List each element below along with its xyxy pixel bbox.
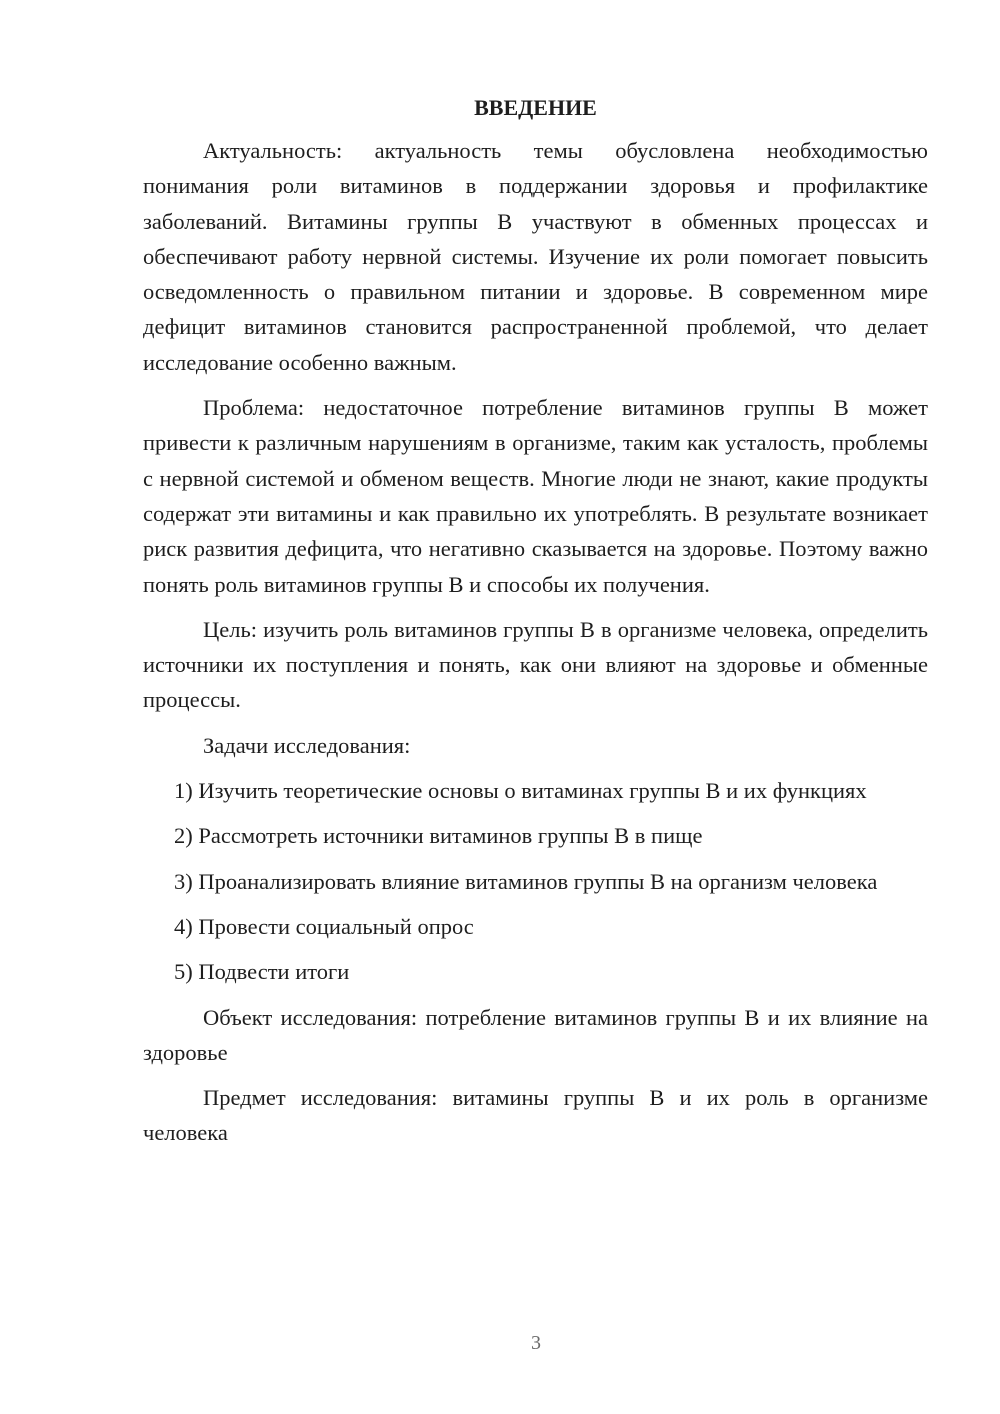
relevance-paragraph: Актуальность: актуальность темы обусловлена необходимостью понимания роли витаминов в поддержании здоровья и профилактике заболеваний. Витамины группы В участвуют в обменных процессах и обеспечивают работу нервной системы. Изучение их роли помогает повысить осведомленность о правильном питании и здоровье. В современном мире дефицит витаминов становится распространенной проблемой, что делает исследование особенно важным. <box>143 138 928 375</box>
goal-paragraph: Цель: изучить роль витаминов группы В в организме человека, определить источники их поступления и понять, как они влияют на здоровье и обменные процессы. <box>143 616 928 713</box>
task-item-5: 5) Подвести итоги <box>174 959 350 985</box>
problem-paragraph: Проблема: недостаточное потребление витаминов группы В может привести к различным нарушениям в организме, таким как усталость, проблемы с нервной системой и обменом веществ. Многие люди не знают, какие продукты содержат эти витамины и как правильно их употреблять. В результате возникает риск развития дефицита, что негативно сказывается на здоровье. Поэтому важно понять роль витаминов группы В и способы их получения. <box>143 395 928 597</box>
subject-paragraph: Предмет исследования: витамины группы В и их роль в организме человека <box>143 1085 928 1146</box>
section-heading: ВВЕДЕНИЕ <box>474 95 597 120</box>
object-paragraph: Объект исследования: потребление витаминов группы В и их влияние на здоровье <box>143 1004 928 1065</box>
task-item-4: 4) Провести социальный опрос <box>174 913 474 939</box>
tasks-title: Задачи исследования: <box>203 732 411 758</box>
task-item-1: 1) Изучить теоретические основы о витаминах группы В и их функциях <box>174 778 867 804</box>
task-item-2: 2) Рассмотреть источники витаминов группы В в пище <box>174 823 703 849</box>
task-item-3: 3) Проанализировать влияние витаминов группы В на организм человека <box>174 868 878 894</box>
page-number: 3 <box>531 1332 541 1354</box>
page-content <box>143 90 928 1161</box>
